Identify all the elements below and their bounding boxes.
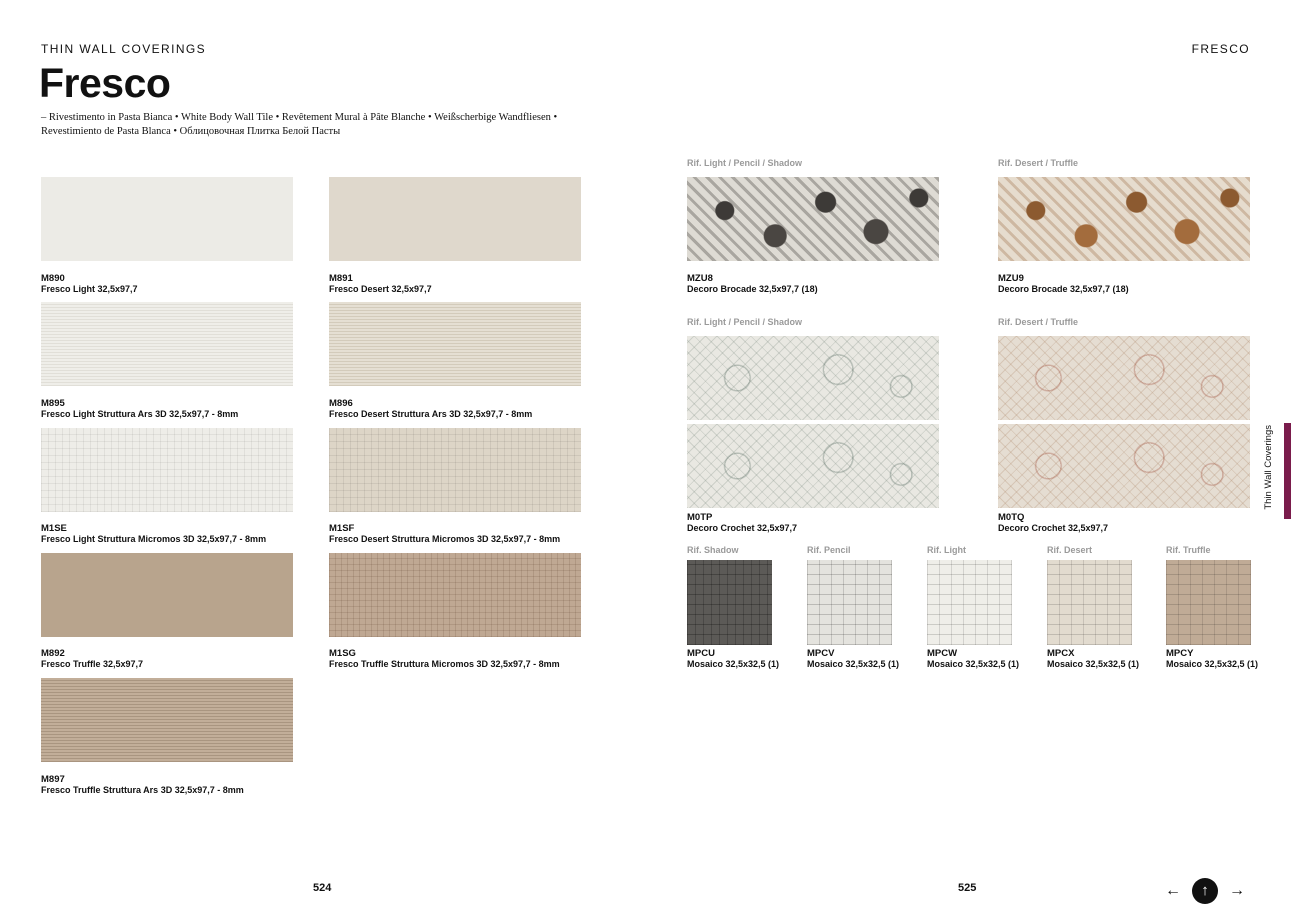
decor-code: MZU9 bbox=[998, 273, 1024, 284]
tile-description: Fresco Light 32,5x97,7 bbox=[41, 284, 138, 294]
tile-code: M1SF bbox=[329, 523, 355, 534]
mosaic-reference: Rif. Desert bbox=[1047, 545, 1093, 555]
mosaic-code: MPCV bbox=[807, 648, 835, 659]
tile-code: M1SG bbox=[329, 648, 356, 659]
decor-reference: Rif. Desert / Truffle bbox=[998, 158, 1079, 168]
decor-caption-mzu9 bbox=[998, 273, 1129, 295]
tile-caption-m891 bbox=[329, 273, 432, 295]
tile-swatch-m892 bbox=[41, 553, 293, 637]
tile-description: Fresco Light Struttura Micromos 3D 32,5x97,7 - 8mm bbox=[41, 534, 267, 544]
sidebar-accent-bar bbox=[1284, 423, 1291, 519]
tile-description: Fresco Truffle 32,5x97,7 bbox=[41, 659, 144, 669]
tile-swatch-m897 bbox=[41, 678, 293, 762]
mosaic-reference: Rif. Truffle bbox=[1166, 545, 1211, 555]
collection-kicker: FRESCO bbox=[1191, 42, 1250, 56]
decor-code: M0TQ bbox=[998, 512, 1025, 523]
arrow-right-icon[interactable]: → bbox=[1229, 882, 1245, 899]
tile-caption-m896 bbox=[329, 398, 532, 420]
tile-code: M895 bbox=[41, 398, 65, 409]
tile-description: Fresco Truffle Struttura Micromos 3D 32,5x97,7 - 8mm bbox=[329, 659, 560, 669]
mosaic-swatch-mpcv bbox=[807, 560, 892, 645]
decor-code: M0TP bbox=[687, 512, 713, 523]
tile-caption-m892 bbox=[41, 648, 143, 670]
mosaic-code: MPCY bbox=[1166, 648, 1194, 659]
arrow-left-icon[interactable]: ← bbox=[1165, 882, 1181, 899]
tile-swatch-m890 bbox=[41, 177, 293, 261]
tile-description: Fresco Desert 32,5x97,7 bbox=[329, 284, 432, 294]
page-subtitle bbox=[41, 111, 601, 139]
page-number-left: 524 bbox=[313, 882, 332, 894]
tile-caption-m895 bbox=[41, 398, 238, 420]
tile-caption-m897 bbox=[41, 774, 244, 796]
page-number-right: 525 bbox=[958, 882, 977, 894]
mosaic-description: Mosaico 32,5x32,5 (1) bbox=[1047, 659, 1140, 669]
section-kicker: THIN WALL COVERINGS bbox=[41, 42, 207, 56]
decor-caption-m0tq bbox=[998, 512, 1108, 534]
mosaic-description: Mosaico 32,5x32,5 (1) bbox=[687, 659, 780, 669]
mosaic-code: MPCX bbox=[1047, 648, 1075, 659]
decor-swatch-mzu9 bbox=[998, 177, 1250, 261]
tile-code: M896 bbox=[329, 398, 353, 409]
mosaic-code: MPCU bbox=[687, 648, 715, 659]
decor-swatch-m0tq-top bbox=[998, 336, 1250, 420]
tile-code: M890 bbox=[41, 273, 65, 284]
mosaic-swatch-mpcw bbox=[927, 560, 1012, 645]
mosaic-caption-mpcv bbox=[807, 648, 899, 670]
tile-swatch-m1sg bbox=[329, 553, 581, 637]
decor-swatch-m0tp-top bbox=[687, 336, 939, 420]
mosaic-caption-mpcu bbox=[687, 648, 779, 670]
mosaic-reference: Rif. Light bbox=[927, 545, 966, 555]
decor-swatch-mzu8 bbox=[687, 177, 939, 261]
mosaic-code: MPCW bbox=[927, 648, 958, 659]
decor-reference: Rif. Desert / Truffle bbox=[998, 317, 1079, 327]
mosaic-reference: Rif. Pencil bbox=[807, 545, 851, 555]
page-title: Fresco bbox=[39, 60, 171, 106]
decor-swatch-m0tp-bottom bbox=[687, 424, 939, 508]
tile-swatch-m895 bbox=[41, 302, 293, 386]
mosaic-description: Mosaico 32,5x32,5 (1) bbox=[927, 659, 1020, 669]
mosaic-swatch-mpcu bbox=[687, 560, 772, 645]
decor-reference: Rif. Light / Pencil / Shadow bbox=[687, 317, 803, 327]
decor-caption-mzu8 bbox=[687, 273, 818, 295]
decor-description: Decoro Brocade 32,5x97,7 (18) bbox=[998, 284, 1129, 294]
tile-description: Fresco Desert Struttura Micromos 3D 32,5x97,7 - 8mm bbox=[329, 534, 561, 544]
tile-description: Fresco Truffle Struttura Ars 3D 32,5x97,7 - 8mm bbox=[41, 785, 244, 795]
tile-caption-m1se bbox=[41, 523, 266, 545]
decor-swatch-m0tq-bottom bbox=[998, 424, 1250, 508]
mosaic-reference: Rif. Shadow bbox=[687, 545, 739, 555]
decor-description: Decoro Brocade 32,5x97,7 (18) bbox=[687, 284, 818, 294]
tile-caption-m1sg bbox=[329, 648, 560, 670]
tile-code: M1SE bbox=[41, 523, 67, 534]
mosaic-description: Mosaico 32,5x32,5 (1) bbox=[807, 659, 900, 669]
sidebar-section-label: Thin Wall Coverings bbox=[1263, 425, 1274, 510]
tile-swatch-m1sf bbox=[329, 428, 581, 512]
decor-description: Decoro Crochet 32,5x97,7 bbox=[687, 523, 798, 533]
mosaic-caption-mpcy bbox=[1166, 648, 1258, 670]
tile-swatch-m891 bbox=[329, 177, 581, 261]
tile-description: Fresco Desert Struttura Ars 3D 32,5x97,7 - 8mm bbox=[329, 409, 533, 419]
mosaic-swatch-mpcx bbox=[1047, 560, 1132, 645]
mosaic-caption-mpcx bbox=[1047, 648, 1139, 670]
tile-code: M892 bbox=[41, 648, 65, 659]
subtitle-line-2: Revestimiento de Pasta Blanca • Облицовочная Плитка Белой Пасты bbox=[41, 126, 341, 137]
arrow-up-icon[interactable]: ↑ bbox=[1192, 878, 1218, 904]
decor-description: Decoro Crochet 32,5x97,7 bbox=[998, 523, 1109, 533]
decor-code: MZU8 bbox=[687, 273, 713, 284]
tile-caption-m1sf bbox=[329, 523, 560, 545]
tile-caption-m890 bbox=[41, 273, 138, 295]
tile-swatch-m896 bbox=[329, 302, 581, 386]
tile-code: M897 bbox=[41, 774, 65, 785]
tile-description: Fresco Light Struttura Ars 3D 32,5x97,7 - 8mm bbox=[41, 409, 239, 419]
mosaic-swatch-mpcy bbox=[1166, 560, 1251, 645]
tile-code: M891 bbox=[329, 273, 353, 284]
decor-caption-m0tp bbox=[687, 512, 797, 534]
decor-reference: Rif. Light / Pencil / Shadow bbox=[687, 158, 803, 168]
tile-swatch-m1se bbox=[41, 428, 293, 512]
subtitle-line-1: – Rivestimento in Pasta Bianca • White Body Wall Tile • Revêtement Mural à Pâte Blanche • Weißscherbige Wandfliesen • bbox=[41, 112, 558, 123]
mosaic-description: Mosaico 32,5x32,5 (1) bbox=[1166, 659, 1259, 669]
mosaic-caption-mpcw bbox=[927, 648, 1019, 670]
